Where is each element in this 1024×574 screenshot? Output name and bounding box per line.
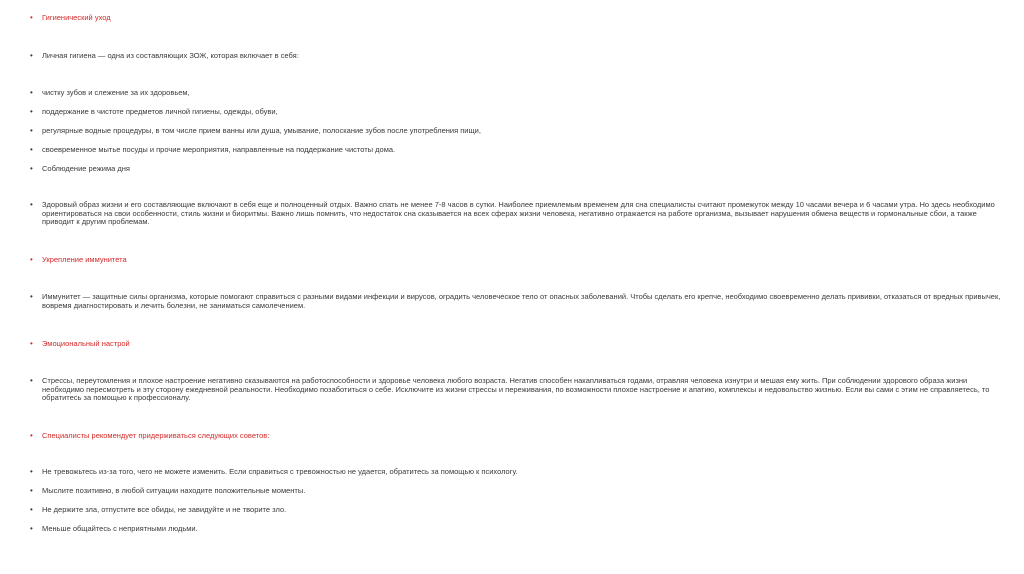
section-heading: Специалисты рекомендует придерживаться следующих советов: [42,431,270,440]
bullet-icon: • [30,524,33,533]
section-heading: Укрепление иммунитета [42,255,127,264]
bullet-icon: • [30,13,33,22]
bullet-icon: • [30,51,33,60]
list-item-text: Мыслите позитивно, в любой ситуации находите положительные моменты. [42,486,306,495]
list-item-text: Не тревожьтесь из-за того, чего не можете изменить. Если справиться с тревожностью не удается, обратитесь за помощью к психологу. [42,467,518,476]
bullet-icon: • [30,292,33,301]
bullet-icon: • [30,255,33,264]
bullet-icon: • [30,339,33,348]
list-item-text: Меньше общайтесь с неприятными людьми. [42,524,198,533]
list-item-text: поддержание в чистоте предметов личной гигиены, одежды, обуви, [42,107,278,116]
list-item-text: чистку зубов и слежение за их здоровьем, [42,88,190,97]
list-item-text: Соблюдение режима дня [42,164,130,173]
bullet-icon: • [30,145,33,154]
list-item-text: Не держите зла, отпустите все обиды, не завидуйте и не творите зло. [42,505,287,514]
section-heading: Эмоциональный настрой [42,339,130,348]
bullet-icon: • [30,505,33,514]
bullet-icon: • [30,107,33,116]
bullet-icon: • [30,431,33,440]
list-item-paragraph: Здоровый образ жизни и его составляющие включают в себя еще и полноценный отдых. Важно спать не менее 7-8 часов в сутки. Наиболее приемлемым временем для сна специалисты считают промежуток между 10 часами вечера и 6 часами утра. Но здесь необходимо ориентироваться на свои особенности, стиль жизни и биоритмы. Важно лишь помнить, что недостаток сна сказывается на всех сферах жизни человека, негативно отражается на работе организма, вызывает нарушения обмена веществ и гормональные сбои, а также приводит к другим проблемам. [42,200,995,227]
bullet-icon: • [30,164,33,173]
list-item-paragraph: Стрессы, переутомления и плохое настроение негативно сказываются на работоспособности и здоровье человека любого возраста. Негатив способен накапливаться годами, отравляя человека изнутри и мешая ему жить. При соблюдении здорового образа жизни необходимо пересмотреть и эту сторону ежедневной реальности. Необходимо позаботиться о себе. Исключите из жизни стрессы и переживания, по возможности плохое настроение и апатию, комплексы и недовольство жизнью. Если вы сами с этим не справляетесь, то обратитесь за помощью к профессионалу. [42,376,990,403]
bullet-icon: • [30,376,33,385]
bullet-icon: • [30,486,33,495]
bullet-icon: • [30,200,33,209]
list-item-text: регулярные водные процедуры, в том числе прием ванны или душа, умывание, полоскание зубов после употребления пищи, [42,126,481,135]
list-item-text: своевременное мытье посуды и прочие мероприятия, направленные на поддержание чистоты дома. [42,145,396,154]
section-heading: Гигиенический уход [42,13,111,22]
list-item-text: Личная гигиена — одна из составляющих ЗОЖ, которая включает в себя: [42,51,299,60]
bullet-icon: • [30,467,33,476]
bullet-icon: • [30,88,33,97]
list-item-paragraph: Иммунитет — защитные силы организма, которые помогают справиться с разными видами инфекции и вирусов, оградить человеческое тело от опасных заболеваний. Чтобы сделать его крепче, необходимо своевременно делать прививки, отказаться от вредных привычек, вовремя диагностировать и лечить болезни, не заниматься самолечением. [42,292,1001,310]
bullet-icon: • [30,126,33,135]
